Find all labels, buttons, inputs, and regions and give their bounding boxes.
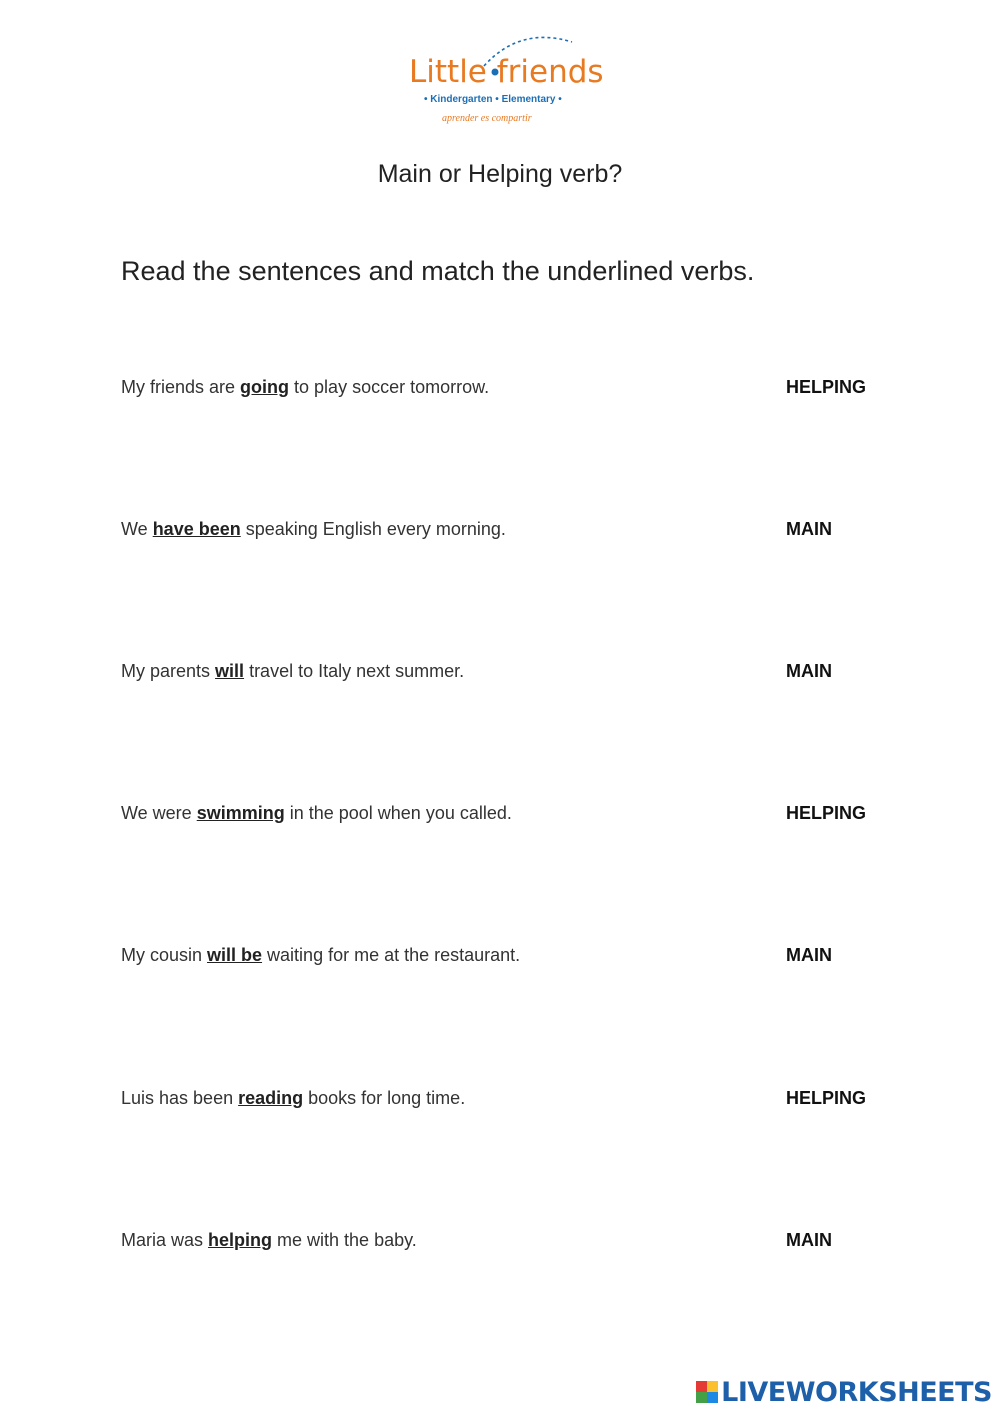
liveworksheets-brand: LIVEWORKSHEETS (721, 1376, 992, 1408)
instructions: Read the sentences and match the underlined verbs. (121, 256, 755, 286)
underlined-verb: have been (152, 519, 241, 539)
sentence-text (121, 519, 506, 540)
sentence-row (0, 519, 1000, 549)
sentence-row (0, 803, 1000, 833)
underlined-verb: reading (238, 1088, 304, 1108)
school-logo (400, 28, 610, 132)
sentence-before: My parents (121, 661, 216, 681)
sentence-after: speaking English every morning. (240, 519, 506, 539)
answer-label[interactable]: MAIN (786, 519, 832, 539)
sentence-row (0, 1088, 1000, 1118)
sentence-after: travel to Italy next summer. (244, 661, 465, 681)
sentence-after: to play soccer tomorrow. (289, 377, 490, 397)
sentence-before: My friends are (121, 377, 241, 397)
sentence-text (121, 1088, 465, 1109)
sentence-before: We (121, 519, 153, 539)
underlined-verb: will (215, 661, 245, 681)
underlined-verb: will be (207, 945, 263, 965)
sentence-row (0, 1230, 1000, 1260)
sentence-text (121, 1230, 417, 1251)
logo-subtitle: • Kindergarten • Elementary • (424, 94, 562, 105)
underlined-verb: helping (208, 1230, 273, 1250)
sentence-text (121, 945, 520, 966)
underlined-verb: swimming (196, 803, 285, 823)
sentence-row (0, 661, 1000, 691)
sentence-after: in the pool when you called. (284, 803, 512, 823)
logo-name: Little friends (409, 54, 604, 90)
sentence-before: Maria was (121, 1230, 209, 1250)
logo-tagline: aprender es compartir (442, 113, 532, 124)
sentence-after: me with the baby. (272, 1230, 417, 1250)
answer-label[interactable]: MAIN (786, 945, 832, 965)
answer-label[interactable]: HELPING (786, 803, 867, 823)
sentence-text (121, 377, 489, 398)
answer-label[interactable]: MAIN (786, 661, 832, 681)
sentence-row (0, 945, 1000, 975)
answer-label[interactable]: HELPING (786, 377, 867, 397)
liveworksheets-logo-icon (696, 1381, 718, 1403)
sentence-row (0, 377, 1000, 407)
answer-label[interactable]: MAIN (786, 1230, 832, 1250)
sentence-after: waiting for me at the restaurant. (262, 945, 521, 965)
underlined-verb: going (240, 377, 290, 397)
sentence-before: My cousin (121, 945, 208, 965)
page-title: Main or Helping verb? (377, 160, 623, 188)
answer-label[interactable]: HELPING (786, 1088, 867, 1108)
sentence-before: Luis has been (121, 1088, 239, 1108)
sentence-after: books for long time. (303, 1088, 466, 1108)
sentence-text (121, 803, 512, 824)
sentence-text (121, 661, 464, 682)
sentence-before: We were (121, 803, 197, 823)
liveworksheets-footer[interactable] (696, 1377, 992, 1407)
